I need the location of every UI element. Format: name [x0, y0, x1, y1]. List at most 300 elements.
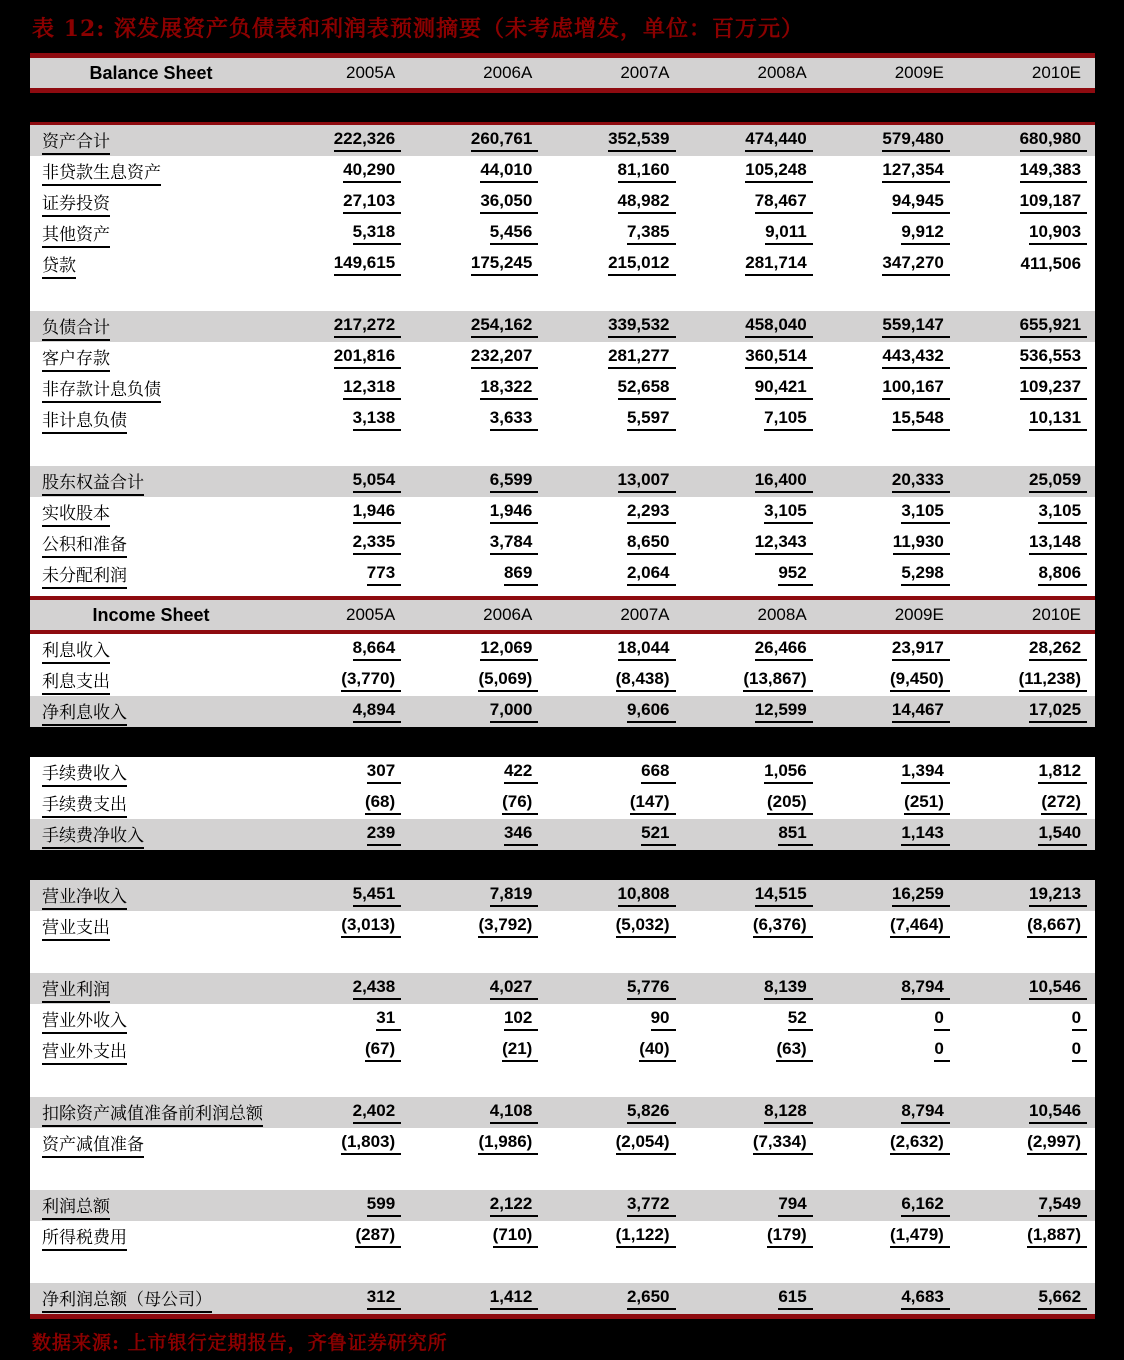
cell-value-text: (2,054)	[616, 1132, 676, 1155]
cell-value-text: 1,394	[901, 761, 950, 784]
cell-value-text: 127,354	[882, 160, 949, 183]
cell-value-text: (3,013)	[341, 915, 401, 938]
cell-value-text: 81,160	[618, 160, 676, 183]
cell-value-text: 105,248	[745, 160, 812, 183]
cell-value	[684, 1008, 821, 1031]
year-column-label: 2008A	[757, 605, 807, 624]
cell-value-text: 579,480	[882, 129, 949, 152]
cell-value	[684, 700, 821, 723]
row-label	[30, 1037, 272, 1065]
cell-value-text: 10,903	[1029, 222, 1087, 245]
cell-value	[821, 315, 958, 338]
cell-value-text: 0	[1072, 1039, 1087, 1062]
cell-value-text: 14,467	[892, 700, 950, 723]
cell-value	[546, 1225, 683, 1248]
cell-value	[546, 563, 683, 586]
cell-value-text: (67)	[365, 1039, 401, 1062]
balance-sheet-header-row	[30, 53, 1095, 93]
table-row	[30, 404, 1095, 435]
cell-value-text: 10,546	[1029, 977, 1087, 1000]
cell-value-text: 5,662	[1038, 1287, 1087, 1310]
cell-value	[821, 1225, 958, 1248]
cell-value-text: 28,262	[1029, 638, 1087, 661]
cell-value-text: 2,402	[353, 1101, 402, 1124]
balance-sheet-label: Balance Sheet	[89, 62, 213, 83]
table-row	[30, 634, 1095, 665]
cell-value-text: (13,867)	[743, 669, 812, 692]
cell-value	[821, 1039, 958, 1062]
cell-value-text: 10,131	[1029, 408, 1087, 431]
cell-value-text: 13,148	[1029, 532, 1087, 555]
cell-value-text: 7,105	[764, 408, 813, 431]
cell-value-text: (1,803)	[341, 1132, 401, 1155]
cell-value-text: (63)	[776, 1039, 812, 1062]
cell-value	[684, 1039, 821, 1062]
cell-value-text: 260,761	[471, 129, 538, 152]
cell-value-text: (3,770)	[341, 669, 401, 692]
cell-value	[821, 1132, 958, 1155]
cell-value	[821, 638, 958, 661]
cell-value	[546, 253, 683, 276]
cell-value-text: 352,539	[608, 129, 675, 152]
cell-value-text: 26,466	[755, 638, 813, 661]
cell-value	[684, 669, 821, 692]
row-label	[30, 561, 272, 589]
cell-value	[821, 160, 958, 183]
cell-value-text: 599	[367, 1194, 401, 1217]
cell-value-text: 100,167	[882, 377, 949, 400]
cell-value-text: (40)	[639, 1039, 675, 1062]
cell-value	[272, 222, 409, 245]
cell-value-text: 16,259	[892, 884, 950, 907]
cell-value-text: 1,412	[490, 1287, 539, 1310]
cell-value-text: 312	[367, 1287, 401, 1310]
cell-value	[272, 977, 409, 1000]
cell-value-text: 3,138	[353, 408, 402, 431]
row-label	[30, 821, 272, 849]
cell-value-text: 5,776	[627, 977, 676, 1000]
data-source: 数据来源: 上市银行定期报告，齐鲁证券研究所	[32, 1332, 448, 1354]
cell-value	[409, 1225, 546, 1248]
cell-value-text: 6,599	[490, 470, 539, 493]
cell-value	[272, 129, 409, 152]
cell-value-text: 9,011	[765, 222, 813, 245]
cell-value	[546, 823, 683, 846]
cell-value	[546, 669, 683, 692]
cell-value	[272, 700, 409, 723]
cell-value	[958, 1225, 1095, 1248]
cell-value	[272, 915, 409, 938]
cell-value-text: 90	[651, 1008, 676, 1031]
cell-value-text: 3,784	[490, 532, 539, 555]
cell-value	[546, 377, 683, 400]
cell-value	[546, 129, 683, 152]
cell-value	[546, 1039, 683, 1062]
cell-value-text: 5,298	[901, 563, 950, 586]
cell-value-text: 9,606	[627, 700, 676, 723]
cell-value	[272, 1225, 409, 1248]
cell-value	[821, 884, 958, 907]
cell-value	[409, 408, 546, 431]
row-label	[30, 790, 272, 818]
table-row	[30, 559, 1095, 590]
cell-value-text: (251)	[904, 792, 950, 815]
row-label-text: 非计息负债	[42, 406, 127, 434]
cell-value	[958, 377, 1095, 400]
cell-value-text: 12,343	[755, 532, 813, 555]
cell-value-text: (1,479)	[890, 1225, 950, 1248]
cell-value-text: 952	[778, 563, 812, 586]
year-column-label: 2005A	[346, 63, 396, 82]
cell-value	[546, 191, 683, 214]
cell-value	[409, 1101, 546, 1124]
cell-value	[958, 532, 1095, 555]
cell-value	[272, 1008, 409, 1031]
cell-value	[272, 1132, 409, 1155]
cell-value	[684, 377, 821, 400]
cell-value-text: (287)	[355, 1225, 401, 1248]
cell-value	[821, 563, 958, 586]
cell-value-text: 3,105	[901, 501, 950, 524]
cell-value	[546, 1287, 683, 1310]
cell-value	[546, 761, 683, 784]
cell-value-text: 10,546	[1029, 1101, 1087, 1124]
cell-value-text: (76)	[502, 792, 538, 815]
year-column-headers	[272, 605, 1095, 625]
table-row	[30, 1221, 1095, 1252]
cell-value-text: 1,056	[764, 761, 813, 784]
cell-value-text: 5,318	[353, 222, 402, 245]
cell-value-text: 12,599	[755, 700, 813, 723]
cell-value	[821, 222, 958, 245]
year-column-label: 2010E	[1031, 63, 1082, 82]
cell-value	[409, 253, 546, 276]
cell-value-text: 8,128	[764, 1101, 813, 1124]
cell-value	[546, 915, 683, 938]
cell-value	[821, 792, 958, 815]
cell-value-text: 281,714	[745, 253, 812, 276]
cell-value	[684, 470, 821, 493]
cell-value-text: 339,532	[608, 315, 675, 338]
cell-value	[409, 1039, 546, 1062]
cell-value-text: 559,147	[882, 315, 949, 338]
cell-value-text: 13,007	[618, 470, 676, 493]
cell-value	[272, 408, 409, 431]
cell-value	[684, 823, 821, 846]
cell-value	[684, 1132, 821, 1155]
cell-value	[684, 792, 821, 815]
cell-value	[409, 346, 546, 369]
table-row	[30, 819, 1095, 850]
cell-value-text: (205)	[767, 792, 813, 815]
cell-value	[272, 253, 409, 276]
row-label-text: 营业净收入	[42, 882, 127, 910]
cell-value	[546, 884, 683, 907]
cell-value-text: 2,293	[627, 501, 676, 524]
spacer-row	[30, 1252, 1095, 1283]
row-label-text: 非贷款生息资产	[42, 158, 161, 186]
cell-value-text: 8,650	[627, 532, 676, 555]
cell-value-text: 222,326	[334, 129, 401, 152]
cell-value-text: 536,553	[1020, 346, 1087, 369]
cell-value-text: 201,816	[334, 346, 401, 369]
year-column-label: 2009E	[894, 63, 944, 82]
cell-value	[958, 669, 1095, 692]
cell-value-text: (179)	[767, 1225, 813, 1248]
cell-value-text: 149,383	[1020, 160, 1087, 183]
cell-value	[958, 470, 1095, 493]
spacer-row	[30, 1159, 1095, 1190]
section-gap	[30, 850, 1095, 880]
cell-value-text: (21)	[502, 1039, 538, 1062]
cell-value	[821, 977, 958, 1000]
cell-value	[546, 1132, 683, 1155]
cell-value	[821, 1194, 958, 1217]
table-row	[30, 696, 1095, 727]
cell-value	[821, 761, 958, 784]
row-label-text: 手续费支出	[42, 790, 127, 818]
cell-value	[409, 470, 546, 493]
cell-value-text: 8,664	[353, 638, 402, 661]
row-label	[30, 251, 272, 279]
row-label	[30, 975, 272, 1003]
row-label	[30, 698, 272, 726]
cell-value-text: 1,946	[490, 501, 539, 524]
row-label-text: 营业利润	[42, 975, 110, 1003]
table-row	[30, 1190, 1095, 1221]
cell-value	[958, 346, 1095, 369]
cell-value	[821, 823, 958, 846]
cell-value	[272, 1101, 409, 1124]
cell-value-text: 109,187	[1020, 191, 1087, 214]
cell-value-text: (68)	[365, 792, 401, 815]
cell-value	[684, 408, 821, 431]
income-sheet-header-row	[30, 596, 1095, 634]
cell-value-text: 521	[641, 823, 675, 846]
cell-value	[272, 638, 409, 661]
cell-value	[546, 346, 683, 369]
cell-value-text: 1,812	[1038, 761, 1087, 784]
spacer-row	[30, 1066, 1095, 1097]
cell-value-text: (1,986)	[478, 1132, 538, 1155]
cell-value	[821, 191, 958, 214]
cell-value	[958, 160, 1095, 183]
cell-value	[546, 501, 683, 524]
cell-value-text: 2,122	[490, 1194, 539, 1217]
cell-value-text: 11,930	[893, 532, 950, 555]
cell-value	[546, 1101, 683, 1124]
cell-value-text: 680,980	[1020, 129, 1087, 152]
cell-value	[409, 315, 546, 338]
cell-value	[821, 532, 958, 555]
cell-value-text: 422	[504, 761, 538, 784]
table-row	[30, 788, 1095, 819]
cell-value-text: 239	[367, 823, 401, 846]
cell-value	[409, 638, 546, 661]
cell-value-text: (7,334)	[753, 1132, 813, 1155]
row-label-text: 利息支出	[42, 667, 110, 695]
cell-value-text: 217,272	[334, 315, 401, 338]
table-row	[30, 466, 1095, 497]
cell-value-text: 3,105	[1038, 501, 1087, 524]
cell-value	[958, 191, 1095, 214]
cell-value	[821, 1101, 958, 1124]
cell-value-text: (147)	[630, 792, 676, 815]
row-label	[30, 1223, 272, 1251]
cell-value	[684, 915, 821, 938]
cell-value	[546, 700, 683, 723]
cell-value	[958, 315, 1095, 338]
year-column-label: 2007A	[620, 63, 670, 82]
cell-value	[409, 1287, 546, 1310]
cell-value	[272, 501, 409, 524]
cell-value-text: 307	[367, 761, 401, 784]
table-row	[30, 1283, 1095, 1314]
row-label-text: 负债合计	[42, 313, 110, 341]
cell-value-text: 7,000	[490, 700, 539, 723]
cell-value-text: 773	[367, 563, 401, 586]
interest-income-table	[30, 634, 1095, 727]
cell-value	[958, 1039, 1095, 1062]
cell-value-text: 20,333	[892, 470, 950, 493]
cell-value	[546, 222, 683, 245]
cell-value-text: (6,376)	[753, 915, 813, 938]
fee-income-table	[30, 757, 1095, 850]
row-label-text: 营业支出	[42, 913, 110, 941]
row-label-text: 非存款计息负债	[42, 375, 161, 403]
cell-value	[272, 884, 409, 907]
cell-value-text: 347,270	[882, 253, 949, 276]
cell-value	[821, 346, 958, 369]
cell-value	[684, 129, 821, 152]
cell-value	[409, 222, 546, 245]
cell-value-text: 474,440	[745, 129, 812, 152]
row-label	[30, 1285, 272, 1313]
row-label	[30, 158, 272, 186]
cell-value	[958, 792, 1095, 815]
cell-value-text: (8,667)	[1027, 915, 1087, 938]
cell-value-text: 281,277	[608, 346, 675, 369]
cell-value	[821, 700, 958, 723]
table-row	[30, 218, 1095, 249]
table-row	[30, 156, 1095, 187]
row-label	[30, 406, 272, 434]
cell-value-text: 52	[788, 1008, 813, 1031]
cell-value	[272, 315, 409, 338]
cell-value-text: (710)	[493, 1225, 539, 1248]
cell-value-text: 0	[934, 1008, 949, 1031]
cell-value	[409, 1194, 546, 1217]
cell-value-text: 40,290	[343, 160, 401, 183]
cell-value-text: (5,032)	[616, 915, 676, 938]
row-label-text: 证券投资	[42, 189, 110, 217]
cell-value-text: 5,597	[627, 408, 676, 431]
cell-value	[821, 253, 958, 276]
cell-value-text: 668	[641, 761, 675, 784]
cell-value-text: (7,464)	[890, 915, 950, 938]
cell-value	[409, 977, 546, 1000]
row-label-text: 未分配利润	[42, 561, 127, 589]
cell-value-text: 1,143	[901, 823, 950, 846]
row-label	[30, 1006, 272, 1034]
cell-value	[958, 915, 1095, 938]
cell-value	[958, 408, 1095, 431]
row-label-text: 净利息收入	[42, 698, 127, 726]
cell-value	[272, 346, 409, 369]
cell-value	[684, 191, 821, 214]
row-label	[30, 759, 272, 787]
cell-value	[272, 563, 409, 586]
cell-value	[821, 1287, 958, 1310]
row-label-text: 资产合计	[42, 127, 110, 155]
year-column-label: 2008A	[757, 63, 807, 82]
cell-value-text: (1,122)	[616, 1225, 676, 1248]
cell-value	[684, 346, 821, 369]
cell-value	[546, 977, 683, 1000]
cell-value	[821, 129, 958, 152]
table-row	[30, 1004, 1095, 1035]
cell-value-text: 7,549	[1038, 1194, 1087, 1217]
cell-value-text: 0	[1072, 1008, 1087, 1031]
row-label	[30, 313, 272, 341]
row-label	[30, 220, 272, 248]
cell-value	[546, 315, 683, 338]
cell-value-text: 18,044	[618, 638, 676, 661]
table-row	[30, 311, 1095, 342]
cell-value-text: 232,207	[471, 346, 538, 369]
cell-value-text: (2,632)	[890, 1132, 950, 1155]
row-label-text: 手续费收入	[42, 759, 127, 787]
cell-value	[958, 761, 1095, 784]
row-label-text: 手续费净收入	[42, 821, 144, 849]
cell-value	[684, 1225, 821, 1248]
cell-value-text: 3,633	[490, 408, 539, 431]
cell-value	[409, 501, 546, 524]
cell-value	[958, 1101, 1095, 1124]
cell-value-text: 5,054	[353, 470, 402, 493]
cell-value-text: 90,421	[755, 377, 813, 400]
row-label-text: 营业外收入	[42, 1006, 127, 1034]
row-label	[30, 344, 272, 372]
cell-value	[684, 884, 821, 907]
cell-value-text: 9,912	[901, 222, 950, 245]
cell-value-text: 12,318	[343, 377, 401, 400]
cell-value-text: 443,432	[882, 346, 949, 369]
cell-value	[409, 792, 546, 815]
cell-value-text: 2,064	[627, 563, 676, 586]
cell-value-text: 8,794	[901, 977, 950, 1000]
cell-value	[409, 191, 546, 214]
row-label	[30, 530, 272, 558]
cell-value-text: 8,139	[764, 977, 813, 1000]
cell-value-text: 44,010	[480, 160, 538, 183]
cell-value-text: 360,514	[745, 346, 812, 369]
cell-value-text: 6,162	[901, 1194, 950, 1217]
cell-value	[409, 129, 546, 152]
cell-value-text: 78,467	[755, 191, 813, 214]
cell-value	[684, 222, 821, 245]
table-title: 表 12: 深发展资产负债表和利润表预测摘要（未考虑增发，单位：百万元）	[32, 16, 805, 42]
cell-value	[684, 315, 821, 338]
cell-value-text: 615	[778, 1287, 812, 1310]
year-column-label: 2009E	[894, 605, 944, 624]
cell-value	[409, 377, 546, 400]
cell-value	[821, 669, 958, 692]
table-row	[30, 1035, 1095, 1066]
cell-value-text: (1,887)	[1027, 1225, 1087, 1248]
row-label-text: 营业外支出	[42, 1037, 127, 1065]
cell-value	[272, 377, 409, 400]
